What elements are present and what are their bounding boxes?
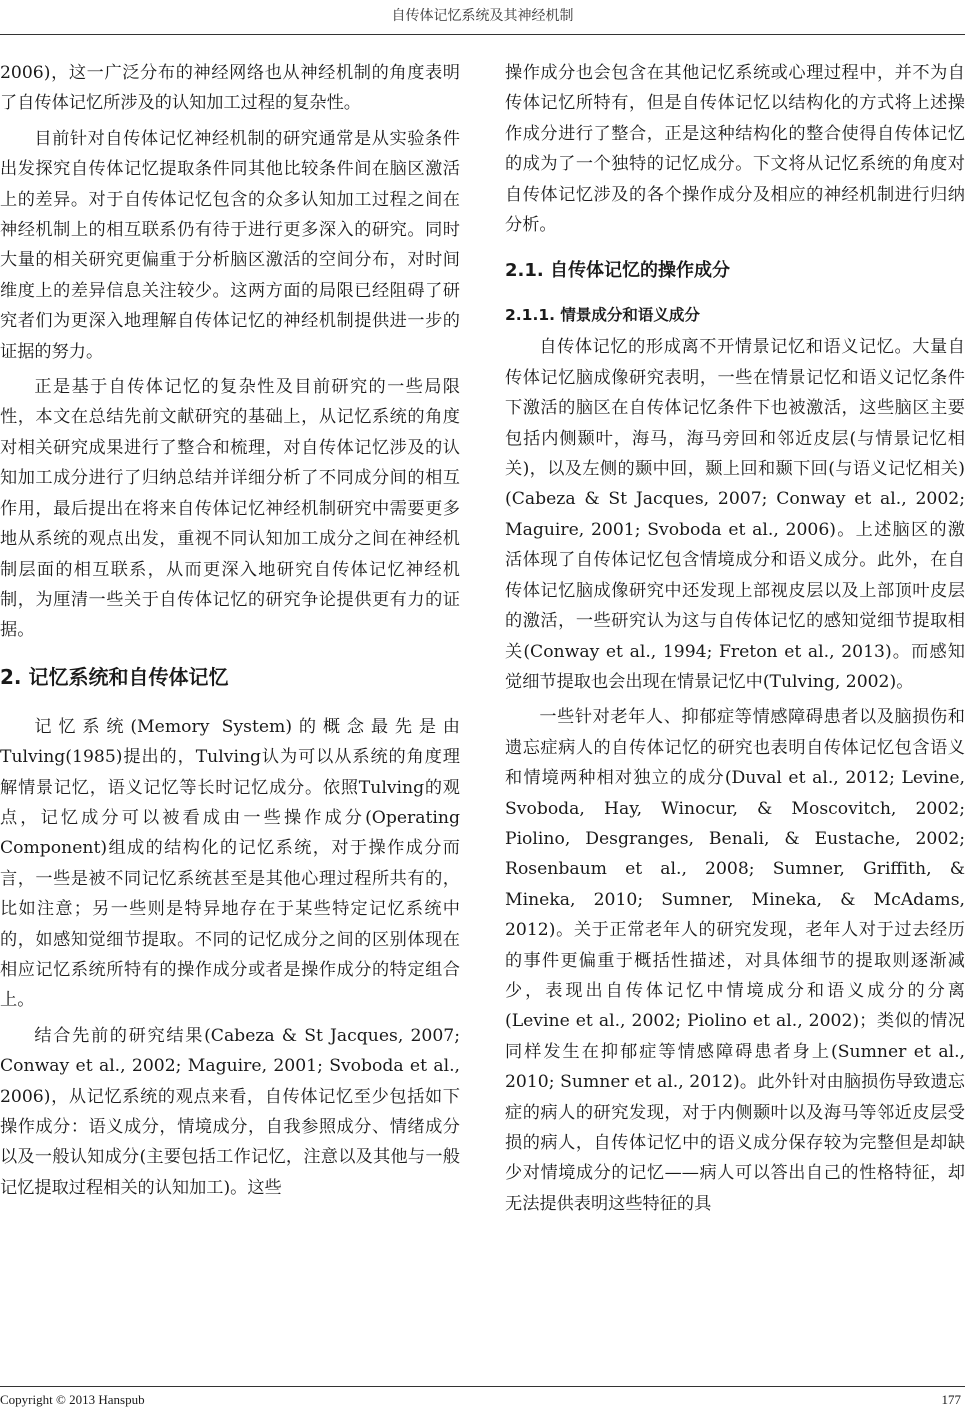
- left-column: [0, 58, 460, 1208]
- header-divider: [0, 34, 965, 35]
- right-column: [505, 58, 965, 1224]
- page-number: 177: [941, 1392, 961, 1407]
- paragraph: 结合先前的研究结果(Cabeza & St Jacques, 2007; Conway et al., 2002; Maguire, 2001; Svoboda et al., 2006)，从记忆系统的观点来看，自传体记忆至少包括如下操作成分：语义成分，情境成分，自我参照成分、情绪成分以及一般认知成分(主要包括工作记忆，注意以及其他与一般记忆提取过程相关的认知加工)。这些: [0, 1025, 460, 1198]
- paragraph: 正是基于自传体记忆的复杂性及目前研究的一些局限性，本文在总结先前文献研究的基础上，从记忆系统的角度对相关研究成果进行了整合和梳理，对自传体记忆涉及的认知加工成分进行了归纳总结并详细分析了不同成分间的相互作用，最后提出在将来自传体记忆神经机制研究中需要更多地从系统的观点出发，重视不同认知加工成分之间在神经机制层面的相互联系，从而更深入地研究自传体记忆神经机制，为厘清一些关于自传体记忆的研究争论提供更有力的证据。: [0, 377, 460, 641]
- paragraph: 自传体记忆的形成离不开情景记忆和语义记忆。大量自传体记忆脑成像研究表明，一些在情景记忆和语义记忆条件下激活的脑区在自传体记忆条件下也被激活，这些脑区主要包括内侧颞叶，海马，海马旁回和邻近皮层(与情景记忆相关)，以及左侧的颞中回，颞上回和颞下回(与语义记忆相关)(Cabeza & St Jacques, 2007; Conway et al., 2002; Maguire, 2001; Svoboda et al., 2006)。上述脑区的激活体现了自传体记忆包含情境成分和语义成分。此外，在自传体记忆脑成像研究中还发现上部视皮层以及上部顶叶皮层的激活，一些研究认为这与自传体记忆的感知觉细节提取相关(Conway et al., 1994; Freton et al., 2013)。而感知觉细节提取也会出现在情景记忆中(Tulving, 2002)。: [505, 337, 965, 692]
- paragraph: 操作成分也会包含在其他记忆系统或心理过程中，并不为自传体记忆所特有，但是自传体记忆以结构化的方式将上述操作成分进行了整合，正是这种结构化的整合使得自传体记忆的成为了一个独特的记忆成分。下文将从记忆系统的角度对自传体记忆涉及的各个操作成分及相应的神经机制进行归纳分析。: [505, 63, 965, 236]
- section-heading: 2. 记忆系统和自传体记忆: [0, 664, 229, 689]
- paragraph: 2006)，这一广泛分布的神经网络也从神经机制的角度表明了自传体记忆所涉及的认知加工过程的复杂性。: [0, 63, 460, 114]
- paragraph: 目前针对自传体记忆神经机制的研究通常是从实验条件出发探究自传体记忆提取条件同其他比较条件间在脑区激活上的差异。对于自传体记忆包含的众多认知加工过程之间在神经机制上的相互联系仍有待于进行更多深入的研究。同时大量的相关研究更偏重于分析脑区激活的空间分布，对时间维度上的差异信息关注较少。这两方面的局限已经阻碍了研究者们为更深入地理解自传体记忆的神经机制提供进一步的证据的努力。: [0, 128, 460, 362]
- paragraph: 记忆系统(Memory System)的概念最先是由Tulving(1985)提出的，Tulving认为可以从系统的角度理解情景记忆，语义记忆等长时记忆成分。依照Tulving的观点，记忆成分可以被看成由一些操作成分(Operating Component)组成的结构化的记忆系统，对于操作成分而言，一些是被不同记忆系统甚至是其他心理过程所共有的，比如注意；另一些则是特异地存在于某些特定记忆系统中的，如感知觉细节提取。不同的记忆成分之间的区别体现在相应记忆系统所特有的操作成分或者是操作成分的特定组合上。: [0, 716, 460, 1011]
- footer-divider: [0, 1386, 965, 1387]
- paragraph: 一些针对老年人、抑郁症等情感障碍患者以及脑损伤和遗忘症病人的自传体记忆的研究也表明自传体记忆包含语义和情境两种相对独立的成分(Duval et al., 2012; Levine, Svoboda, Hay, Winocur, & Moscovitch, 2002; Piolino, Desgranges, Benali, & Eustache, 2002; Rosenbaum et al., 2008; Sumner, Griffith, & Mineka, 2010; Sumner, Mineka, & McAdams, 2012)。关于正常老年人的研究发现，老年人对于过去经历的事件更偏重于概括性描述，对具体细节的提取则逐渐减少，表现出自传体记忆中情境成分和语义成分的分离(Levine et al., 2002; Piolino et al., 2002)；类似的情况同样发生在抑郁症等情感障碍患者身上(Sumner et al., 2010; Sumner et al., 2012)。此外针对由脑损伤导致遗忘症的病人的研究发现，对于内侧颞叶以及海马等邻近皮层受损的病人，自传体记忆中的语义成分保存较为完整但是却缺少对情境成分的记忆——病人可以答出自己的性格特征，却无法提供表明这些特征的具: [505, 707, 965, 1214]
- subsection-heading: 2.1. 自传体记忆的操作成分: [505, 260, 730, 282]
- copyright-notice: Copyright © 2013 Hanspub: [0, 1392, 145, 1407]
- subsubsection-heading: 2.1.1. 情景成分和语义成分: [505, 306, 700, 325]
- running-header-title: 自传体记忆系统及其神经机制: [391, 8, 574, 24]
